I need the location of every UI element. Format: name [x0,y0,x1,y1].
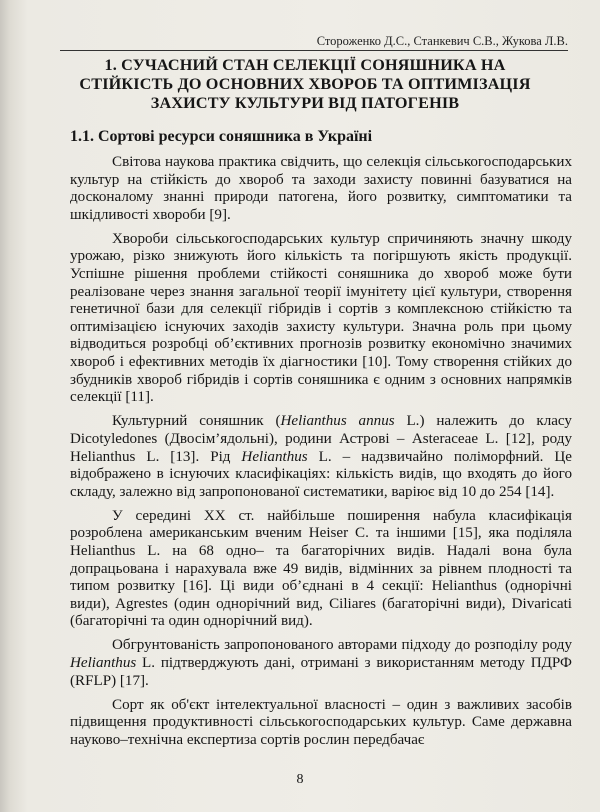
header-rule [60,50,568,51]
text-run: L. – надзвичайно поліморфний. Це відображено в існуючих класифікаціях: кількість видів, що входять до його складу, залежно від запропонованої систематики, варіює від 10 до 254 [14]. [70,448,572,500]
paragraph: Сорт як об'єкт інтелектуальної власності – один з важливих засобів підвищення продуктивності сільськогосподарських культур. Саме державна науково–технічна експертиза сортів рослин передбачає [70,696,572,748]
genus-name: Helianthus [241,448,308,465]
body-text [70,154,572,756]
paragraph: У середині XX ст. найбільше поширення набула класифікація розроблена американським вченим Heiser C. та іншими [15], яка поділяла Helianthus L. на 68 одно– та багаторічних видів. Надалі вона була допрацьована і нарахувала вже 49 видів, відмінних за рівнем плодності та типом розвитку [16]. Ці види об’єднані в 4 секції: Helianthus (однорічні види), Agrestes (один однорічний вид, Ciliares (багаторічні види), Divaricati (багаторічні та один однорічний вид). [70,507,572,630]
genus-name: Helianthus [70,655,137,672]
text-run: Культурний соняшник ( [112,413,281,430]
running-head: Стороженко Д.С., Станкевич С.В., Жукова Л.В. [316,34,568,48]
species-name: Helianthus annus [280,413,395,430]
chapter-title: 1. СУЧАСНИЙ СТАН СЕЛЕКЦІЇ СОНЯШНИКА НА СТІЙКІСТЬ ДО ОСНОВНИХ ХВОРОБ ТА ОПТИМІЗАЦІЯ ЗАХИСТУ КУЛЬТУРИ ВІД ПАТОГЕНІВ [79,56,531,112]
paragraph [70,413,572,501]
paragraph: Хвороби сільськогосподарських культур спричиняють значну шкоду урожаю, різко знижують його кількість та погіршують якість продукції. Успішне рішення проблеми стійкості соняшника до хвороб може бути реалізоване через знання загальної теорії імунітету цієї культури, створення генетичної бази для селекції гібридів і сортів з комплексною стійкістю та оптимізацією існуючих заходів захисту культури. Значна роль при цьому відводиться розробці об’єктивних прогнозів розвитку економічно значимих хвороб і ефективних методів їх діагностики [10]. Тому створення стійких до збудників хвороб гібридів і сортів соняшника є одним з основних напрямків селекції [11]. [70,230,572,406]
text-run: Обгрунтованість запропонованого авторами підходу до розподілу роду [112,637,572,654]
section-title: 1.1. Сортові ресурси соняшника в Україні [70,128,373,145]
text-run: L. підтверджують дані, отримані з використанням методу ПДРФ (RFLP) [17]. [70,655,572,689]
paragraph: Світова наукова практика свідчить, що селекція сільськогосподарських культур на стійкість до хвороб та заходи захисту повинні базуватися на досконалому знанні природи патогена, його розвитку, симптоматики та шкідливості хвороби [9]. [70,154,572,223]
text-run: L.) належить до класу Dicotyledones (Двосім’ядольні), родини Астрові – Asteraceae L. [12], роду Helianthus L. [13]. Рід [70,413,572,465]
paragraph [70,637,572,690]
page-number: 8 [296,772,304,787]
